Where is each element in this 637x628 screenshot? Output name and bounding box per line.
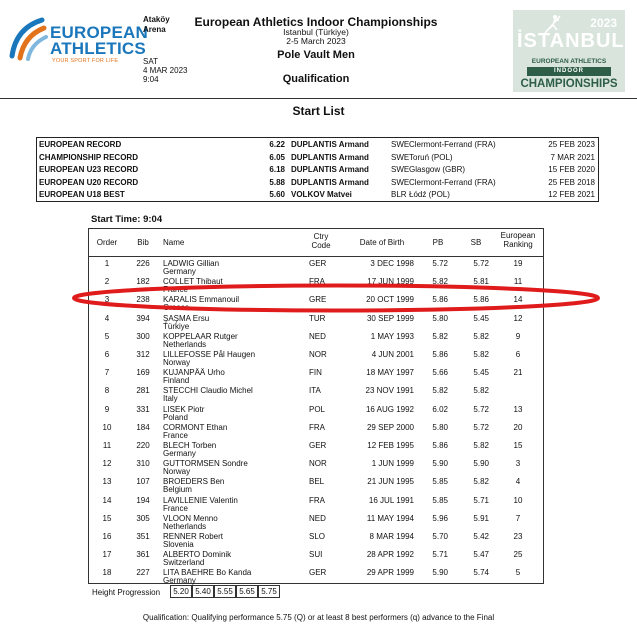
athlete-dob: 16 JUL 1991 xyxy=(368,495,414,505)
athlete-sb: 5.86 xyxy=(473,295,489,305)
athlete-dob: 30 SEP 1999 xyxy=(366,313,414,323)
record-mark: 5.60 xyxy=(269,190,285,200)
athlete-row xyxy=(89,530,543,548)
athlete-sb: 5.91 xyxy=(473,513,489,523)
athlete-cc: GER xyxy=(309,441,327,450)
athlete-sb: 5.81 xyxy=(473,277,489,287)
athlete-pb: 5.70 xyxy=(432,532,448,541)
col-header-ranking-line1: European xyxy=(500,231,536,240)
athlete-row xyxy=(89,457,543,475)
athlete-cc: GRE xyxy=(309,295,327,305)
athlete-order: 4 xyxy=(104,313,110,323)
athlete-row xyxy=(89,421,543,439)
athlete-name: ŞAŞMA Ersu xyxy=(163,313,210,323)
height-progression-value: 5.75 xyxy=(258,585,280,598)
record-name: EUROPEAN U20 RECORD xyxy=(39,177,139,187)
col-header-ranking xyxy=(494,231,542,249)
record-mark: 6.05 xyxy=(269,152,285,162)
athlete-sb: 5.47 xyxy=(473,550,489,560)
athlete-cc: NOR xyxy=(309,350,327,359)
athlete-bib: 184 xyxy=(136,422,150,432)
athlete-pb: 5.82 xyxy=(432,277,448,287)
athlete-dob: 17 JUN 1999 xyxy=(367,277,414,287)
athlete-country: Norway xyxy=(163,467,191,477)
athlete-rank: 15 xyxy=(513,441,523,450)
venue-line1: Ataköy xyxy=(143,15,170,24)
athlete-cc: FIN xyxy=(309,368,322,378)
athlete-sb: 5.82 xyxy=(473,331,489,341)
athlete-order: 6 xyxy=(104,350,110,359)
athlete-pb: 5.85 xyxy=(432,495,448,505)
logo-line2: ATHLETICS xyxy=(50,39,146,58)
athlete-pb: 5.80 xyxy=(432,422,448,432)
athlete-dob: 11 MAY 1994 xyxy=(366,513,414,523)
athlete-rank: 20 xyxy=(513,422,523,432)
athlete-country: Belgium xyxy=(163,485,192,495)
athlete-rank: 7 xyxy=(515,513,521,523)
record-name: EUROPEAN RECORD xyxy=(39,140,122,149)
athlete-name: ALBERTO Dominik xyxy=(163,550,232,560)
record-cc: SWE xyxy=(391,152,410,162)
athlete-dob: 18 MAY 1997 xyxy=(366,368,414,378)
athlete-country: France xyxy=(163,503,188,513)
athlete-order: 10 xyxy=(102,422,112,432)
record-holder: DUPLANTIS Armand xyxy=(291,152,369,162)
athlete-sb: 5.82 xyxy=(473,441,489,450)
athlete-country: France xyxy=(163,285,188,295)
athlete-rank: 10 xyxy=(513,495,523,505)
athlete-sb: 5.72 xyxy=(473,259,489,268)
athlete-bib: 305 xyxy=(136,513,150,523)
athlete-cc: FRA xyxy=(309,422,325,432)
athlete-cc: SUI xyxy=(309,550,323,560)
section-title: Start List xyxy=(292,104,345,118)
record-cc: SWE xyxy=(391,165,410,175)
athlete-rank: 19 xyxy=(513,259,523,268)
athlete-name: LAVILLENIE Valentin xyxy=(163,495,238,505)
athlete-country: Netherlands xyxy=(163,339,207,349)
athlete-pb: 5.82 xyxy=(432,331,448,341)
athlete-name: KOPPELAAR Rutger xyxy=(163,331,238,341)
height-progression-value: 5.55 xyxy=(214,585,236,598)
red-highlight-ellipse xyxy=(71,283,601,313)
championship-title: European Athletics Indoor Championships xyxy=(194,15,438,29)
venue-line2: Arena xyxy=(143,25,166,34)
record-venue: Clermont-Ferrand (FRA) xyxy=(409,177,496,187)
athlete-name: COLLET Thibaut xyxy=(163,277,223,287)
athlete-sb: 5.71 xyxy=(473,495,489,505)
athlete-bib: 351 xyxy=(136,532,150,541)
athlete-rank: 9 xyxy=(515,331,521,341)
athlete-dob: 8 MAR 1994 xyxy=(369,532,414,541)
athlete-pb: 5.90 xyxy=(432,459,448,469)
athlete-rank: 21 xyxy=(513,368,523,378)
record-row xyxy=(37,164,598,177)
athlete-cc: TUR xyxy=(309,313,326,323)
record-venue: Clermont-Ferrand (FRA) xyxy=(409,140,496,149)
athlete-country: Germany xyxy=(163,267,196,276)
athlete-cc: NED xyxy=(309,513,326,523)
athlete-name: BLECH Torben xyxy=(163,441,217,450)
athlete-country: Slovenia xyxy=(163,540,194,549)
athlete-cc: SLO xyxy=(309,532,326,541)
athlete-name: GUTTORMSEN Sondre xyxy=(163,459,248,469)
athlete-name: LILLEFOSSE Pål Haugen xyxy=(163,350,256,359)
record-holder: DUPLANTIS Armand xyxy=(291,165,369,175)
athlete-bib: 238 xyxy=(136,295,150,305)
athlete-rank: 14 xyxy=(513,295,523,305)
european-athletics-logo xyxy=(6,16,148,66)
athlete-cc: GER xyxy=(309,259,327,268)
col-header-sb: SB xyxy=(470,238,482,247)
athlete-rank: 23 xyxy=(513,532,523,541)
athlete-rank: 4 xyxy=(515,477,521,487)
athlete-name: LITA BAEHRE Bo Kanda xyxy=(163,568,252,578)
athlete-cc: POL xyxy=(309,404,326,414)
athlete-row xyxy=(89,512,543,530)
logo-championships: CHAMPIONSHIPS xyxy=(520,78,618,90)
session-time: 9:04 xyxy=(143,75,159,84)
athlete-bib: 226 xyxy=(136,259,150,268)
athlete-pb: 5.72 xyxy=(432,259,448,268)
athlete-order: 16 xyxy=(102,532,112,541)
record-venue: Łódź (POL) xyxy=(409,190,450,200)
record-date: 15 FEB 2020 xyxy=(548,165,595,175)
athlete-cc: FRA xyxy=(309,277,325,287)
record-mark: 5.88 xyxy=(269,177,285,187)
athlete-bib: 227 xyxy=(136,568,150,578)
athlete-dob: 12 FEB 1995 xyxy=(367,441,414,450)
round-name: Qualification xyxy=(282,73,350,85)
col-header-order: Order xyxy=(96,238,118,247)
logo-city: İSTANBUL xyxy=(517,30,625,52)
session-datetime xyxy=(143,57,187,84)
athlete-rank: 11 xyxy=(513,277,523,287)
athlete-name: LISEK Piotr xyxy=(163,404,205,414)
athlete-row xyxy=(89,330,543,348)
athlete-cc: NOR xyxy=(309,459,327,469)
athlete-row xyxy=(89,257,543,275)
col-header-pb: PB xyxy=(432,238,444,247)
athlete-name: BROEDERS Ben xyxy=(163,477,225,487)
start-list-table xyxy=(88,228,544,584)
athlete-dob: 16 AUG 1992 xyxy=(365,404,414,414)
record-holder: DUPLANTIS Armand xyxy=(291,140,369,149)
athlete-pb: 5.86 xyxy=(432,295,448,305)
col-header-country-line2: Code xyxy=(311,241,331,250)
header-divider xyxy=(0,98,637,99)
athlete-name: KUJANPÄÄ Urho xyxy=(163,368,225,378)
athlete-pb: 5.82 xyxy=(432,386,448,396)
athlete-order: 13 xyxy=(102,477,112,487)
record-name: CHAMPIONSHIP RECORD xyxy=(39,152,138,162)
logo-line1: EUROPEAN xyxy=(50,23,148,42)
logo-org: EUROPEAN ATHLETICS xyxy=(531,58,607,65)
athlete-pb: 5.86 xyxy=(432,441,448,450)
athlete-dob: 1 JUN 1999 xyxy=(371,459,414,469)
athlete-pb: 5.80 xyxy=(432,313,448,323)
athlete-dob: 3 DEC 1998 xyxy=(370,259,414,268)
session-date: 4 MAR 2023 xyxy=(143,66,188,75)
col-header-ranking-line2: Ranking xyxy=(503,240,533,249)
record-date: 12 FEB 2021 xyxy=(548,190,595,200)
record-date: 7 MAR 2021 xyxy=(550,152,595,162)
record-cc: BLR xyxy=(391,190,407,200)
record-row xyxy=(37,177,598,190)
athlete-row xyxy=(89,384,543,402)
record-date: 25 FEB 2018 xyxy=(548,177,595,187)
athlete-sb: 5.82 xyxy=(473,386,489,396)
athlete-dob: 29 SEP 2000 xyxy=(366,422,414,432)
athlete-name: LADWIG Gillian xyxy=(163,259,220,268)
record-name: EUROPEAN U23 RECORD xyxy=(39,165,139,175)
athlete-sb: 5.82 xyxy=(473,350,489,359)
athlete-order: 15 xyxy=(102,513,112,523)
athlete-country: Finland xyxy=(163,376,190,386)
record-row xyxy=(37,139,598,152)
record-row xyxy=(37,152,598,165)
athlete-row xyxy=(89,439,543,457)
athlete-sb: 5.45 xyxy=(473,313,489,323)
athlete-sb: 5.72 xyxy=(473,404,489,414)
athlete-bib: 300 xyxy=(136,331,150,341)
athlete-row xyxy=(89,566,543,584)
athlete-sb: 5.42 xyxy=(473,532,489,541)
european-athletics-swoosh-icon xyxy=(6,16,50,62)
istanbul-2023-logo xyxy=(513,10,625,92)
athlete-sb: 5.45 xyxy=(473,368,489,378)
athlete-order: 2 xyxy=(104,277,110,287)
record-cc: SWE xyxy=(391,177,410,187)
logo-tagline: YOUR SPORT FOR LIFE xyxy=(52,58,119,64)
athlete-dob: 28 APR 1992 xyxy=(366,550,414,560)
athlete-country: Germany xyxy=(163,449,196,458)
athlete-country: Greece xyxy=(163,303,190,313)
athlete-order: 5 xyxy=(104,331,110,341)
record-holder: VOLKOV Matvei xyxy=(291,190,352,200)
athlete-rank: 13 xyxy=(513,404,523,414)
athlete-rank: 6 xyxy=(515,350,521,359)
athlete-order: 18 xyxy=(102,568,112,578)
athlete-pb: 5.85 xyxy=(432,477,448,487)
athlete-order: 17 xyxy=(102,550,112,560)
athlete-country: Italy xyxy=(163,394,178,404)
record-name: EUROPEAN U18 BEST xyxy=(39,190,125,200)
record-holder: DUPLANTIS Armand xyxy=(291,177,369,187)
athlete-bib: 281 xyxy=(136,386,150,396)
athlete-order: 9 xyxy=(104,404,110,414)
session-day: SAT xyxy=(143,57,158,66)
start-time: Start Time: 9:04 xyxy=(91,214,163,225)
record-mark: 6.18 xyxy=(269,165,285,175)
championship-dates: 2-5 March 2023 xyxy=(286,36,346,46)
event-name: Pole Vault Men xyxy=(277,49,355,61)
athlete-row xyxy=(89,366,543,384)
athlete-order: 14 xyxy=(102,495,112,505)
athlete-bib: 220 xyxy=(136,441,150,450)
athlete-row xyxy=(89,494,543,512)
col-header-country-line1: Ctry xyxy=(313,232,329,241)
athlete-country: Poland xyxy=(163,412,188,422)
athlete-cc: NED xyxy=(309,331,326,341)
athlete-bib: 312 xyxy=(136,350,150,359)
athlete-bib: 394 xyxy=(136,313,150,323)
height-progression-value: 5.65 xyxy=(236,585,258,598)
athlete-pb: 5.66 xyxy=(432,368,448,378)
athlete-bib: 107 xyxy=(136,477,150,487)
athlete-dob: 29 APR 1999 xyxy=(366,568,414,578)
athlete-country: Germany xyxy=(163,576,196,586)
athlete-country: France xyxy=(163,430,188,440)
col-header-bib: Bib xyxy=(137,238,149,247)
athlete-name: STECCHI Claudio Michel xyxy=(163,386,253,396)
athlete-row xyxy=(89,348,543,366)
athlete-order: 3 xyxy=(104,295,110,305)
height-progression-value: 5.20 xyxy=(170,585,192,598)
athlete-rank: 5 xyxy=(515,568,521,578)
athlete-name: KARALIS Emmanouil xyxy=(163,295,240,305)
record-date: 25 FEB 2023 xyxy=(548,140,595,149)
venue-name xyxy=(143,15,170,35)
championship-city: Istanbul (Türkiye) xyxy=(283,27,349,37)
athlete-rank: 3 xyxy=(515,459,521,469)
athlete-pb: 5.96 xyxy=(432,513,448,523)
col-header-dob: Date of Birth xyxy=(359,238,405,247)
athlete-country: Switzerland xyxy=(163,558,205,568)
athlete-dob: 21 JUN 1995 xyxy=(367,477,414,487)
athlete-sb: 5.82 xyxy=(473,477,489,487)
athlete-dob: 23 NOV 1991 xyxy=(365,386,414,396)
athlete-cc: FRA xyxy=(309,495,325,505)
athlete-bib: 194 xyxy=(136,495,150,505)
athlete-sb: 5.74 xyxy=(473,568,489,578)
height-progression-label: Height Progression xyxy=(92,588,161,597)
athlete-cc: ITA xyxy=(309,386,321,396)
athlete-order: 11 xyxy=(102,441,112,450)
qualification-footnote: Qualification: Qualifying performance 5.75 (Q) or at least 8 best performers (q) advance to the Final xyxy=(142,613,495,622)
athlete-name: VLOON Menno xyxy=(163,513,218,523)
athlete-bib: 169 xyxy=(136,368,150,378)
athlete-name: RENNER Robert xyxy=(163,532,224,541)
athlete-order: 12 xyxy=(102,459,112,469)
athlete-cc: BEL xyxy=(309,477,325,487)
athlete-sb: 5.72 xyxy=(473,422,489,432)
records-table xyxy=(36,137,599,202)
athlete-dob: 1 MAY 1993 xyxy=(370,331,414,341)
record-venue: Toruń (POL) xyxy=(409,152,453,162)
athlete-bib: 310 xyxy=(136,459,150,469)
athlete-order: 1 xyxy=(104,259,110,268)
col-header-country xyxy=(303,232,339,250)
athlete-dob: 20 OCT 1999 xyxy=(366,295,414,305)
athlete-pb: 6.02 xyxy=(432,404,448,414)
col-header-name: Name xyxy=(163,238,185,247)
athlete-pb: 5.71 xyxy=(432,550,448,560)
athlete-country: Türkiye xyxy=(163,321,190,331)
athlete-dob: 4 JUN 2001 xyxy=(371,350,414,359)
athlete-rank: 12 xyxy=(513,313,523,323)
athlete-order: 7 xyxy=(104,368,110,378)
athlete-country: Netherlands xyxy=(163,521,207,531)
athlete-bib: 182 xyxy=(136,277,150,287)
record-cc: SWE xyxy=(391,140,410,149)
record-row xyxy=(37,189,598,202)
athlete-country: Norway xyxy=(163,358,191,367)
athlete-name: CORMONT Ethan xyxy=(163,422,228,432)
athlete-bib: 361 xyxy=(136,550,150,560)
athlete-rank: 25 xyxy=(513,550,523,560)
athlete-pb: 5.90 xyxy=(432,568,448,578)
athlete-bib: 331 xyxy=(136,404,150,414)
logo-year: 2023 xyxy=(590,16,617,30)
record-venue: Glasgow (GBR) xyxy=(409,165,466,175)
athlete-row xyxy=(89,475,543,493)
athlete-row xyxy=(89,312,543,330)
height-progression-value: 5.40 xyxy=(192,585,214,598)
athlete-pb: 5.86 xyxy=(432,350,448,359)
athlete-sb: 5.90 xyxy=(473,459,489,469)
logo-indoor: INDOOR xyxy=(527,67,611,76)
athlete-row xyxy=(89,403,543,421)
athlete-order: 8 xyxy=(104,386,110,396)
athlete-cc: GER xyxy=(309,568,327,578)
athlete-row xyxy=(89,548,543,566)
record-mark: 6.22 xyxy=(269,140,285,149)
